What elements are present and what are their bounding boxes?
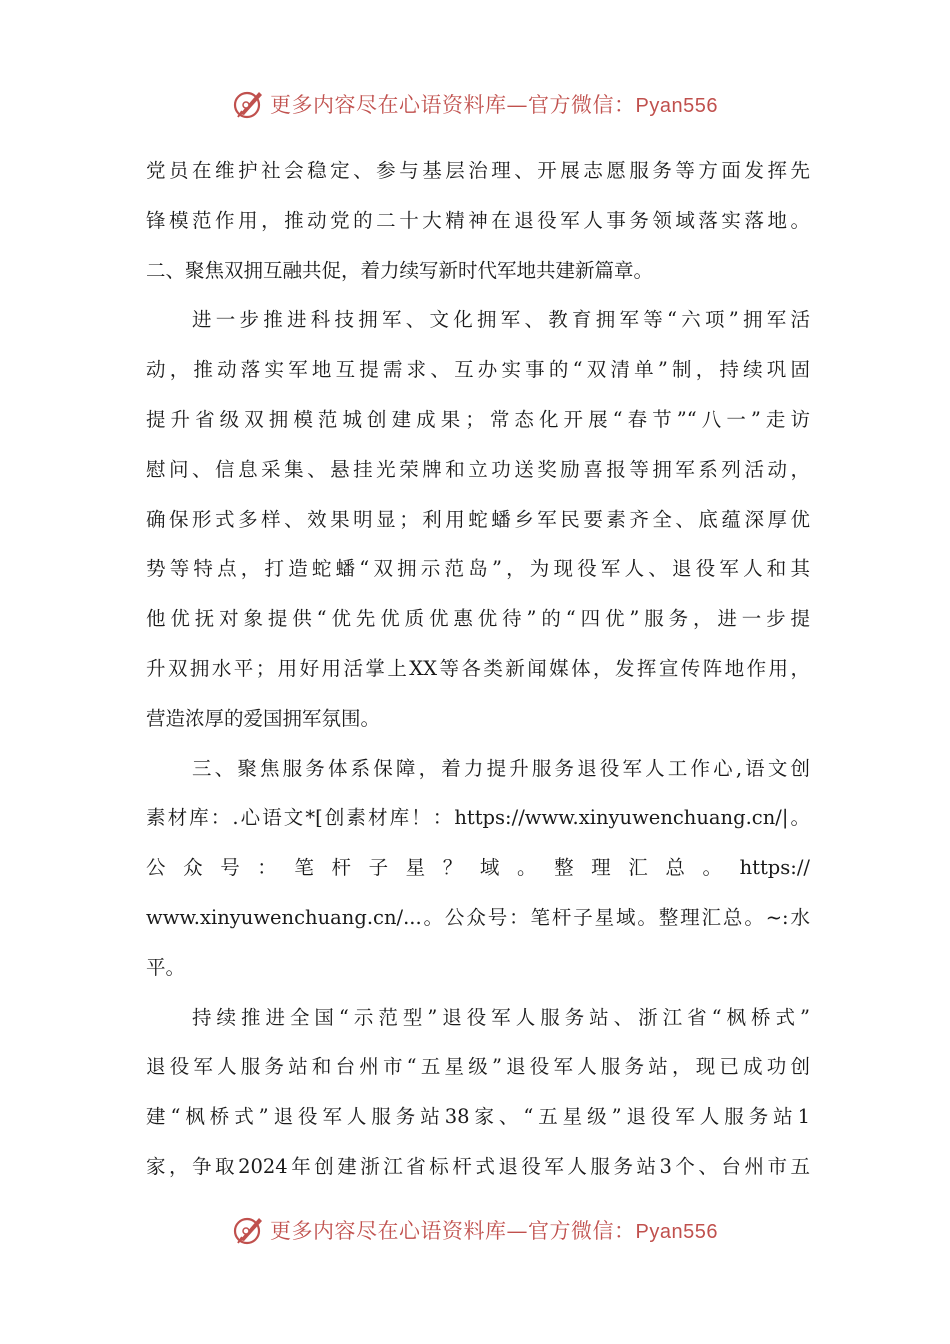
banner-text: 更多内容尽在心语资料库—官方微信：Pyan556 bbox=[270, 93, 718, 117]
quill-pen-logo-icon bbox=[232, 87, 266, 121]
text-line: www.xinyuwenchuang.cn/...。公众号：笔杆子星域。整理汇总。~:水 bbox=[146, 905, 810, 929]
document-body bbox=[146, 146, 810, 1192]
text-line: 家，争取2024年创建浙江省标杆式退役军人服务站3个、台州市五 bbox=[146, 1154, 810, 1178]
text-line: 升双拥水平；用好用活掌上XX等各类新闻媒体，发挥宣传阵地作用， bbox=[146, 656, 810, 680]
text-line: 党员在维护社会稳定、参与基层治理、开展志愿服务等方面发挥先 bbox=[146, 159, 810, 182]
banner-text: 更多内容尽在心语资料库—官方微信：Pyan556 bbox=[270, 1219, 718, 1243]
quill-pen-logo-icon bbox=[232, 1213, 266, 1247]
section-heading: 二、聚焦双拥互融共促，着力续写新时代军地共建新篇章。 bbox=[146, 258, 654, 282]
section-heading: 三、聚焦服务体系保障，着力提升服务退役军人工作心,语文创 bbox=[192, 756, 810, 780]
text-line: 确保形式多样、效果明显；利用蛇蟠乡军民要素齐全、底蕴深厚优 bbox=[146, 507, 810, 531]
header-banner bbox=[0, 84, 950, 124]
text-line: 动，推动落实军地互提需求、互办实事的“双清单”制，持续巩固 bbox=[146, 358, 810, 382]
text-line: 慰问、信息采集、悬挂光荣牌和立功送奖励喜报等拥军系列活动， bbox=[146, 457, 810, 481]
text-line: 退役军人服务站和台州市“五星级”退役军人服务站，现已成功创 bbox=[146, 1055, 810, 1079]
text-line: 势等特点，打造蛇蟠“双拥示范岛”，为现役军人、退役军人和其 bbox=[146, 557, 810, 581]
text-line: 公 众 号 ： 笔 杆 子 星 ？ 域 。 整 理 汇 总 。 https:// bbox=[146, 856, 810, 880]
text-line: 平。 bbox=[146, 955, 186, 979]
text-line: 锋模范作用，推动党的二十大精神在退役军人事务领域落实落地。 bbox=[146, 208, 810, 232]
text-line: 提升省级双拥模范城创建成果；常态化开展“春节”“八一”走访 bbox=[146, 407, 810, 431]
text-line: 建“枫桥式”退役军人服务站38家、“五星级”退役军人服务站1 bbox=[146, 1105, 810, 1129]
text-line: 持续推进全国“示范型”退役军人服务站、浙江省“枫桥式” bbox=[192, 1005, 810, 1029]
footer-banner bbox=[0, 1210, 950, 1250]
text-line: 他优抚对象提供“优先优质优惠优待”的“四优”服务，进一步提 bbox=[146, 607, 810, 631]
text-line: 营造浓厚的爱国拥军氛围。 bbox=[146, 706, 381, 730]
wechat-id: Pyan556 bbox=[635, 95, 718, 117]
text-line: 素材库：.心语文*[创素材库！：https://www.xinyuwenchuang.cn/|。 bbox=[146, 806, 810, 830]
wechat-id: Pyan556 bbox=[635, 1221, 718, 1243]
text-line: 进一步推进科技拥军、文化拥军、教育拥军等“六项”拥军活 bbox=[192, 308, 810, 332]
